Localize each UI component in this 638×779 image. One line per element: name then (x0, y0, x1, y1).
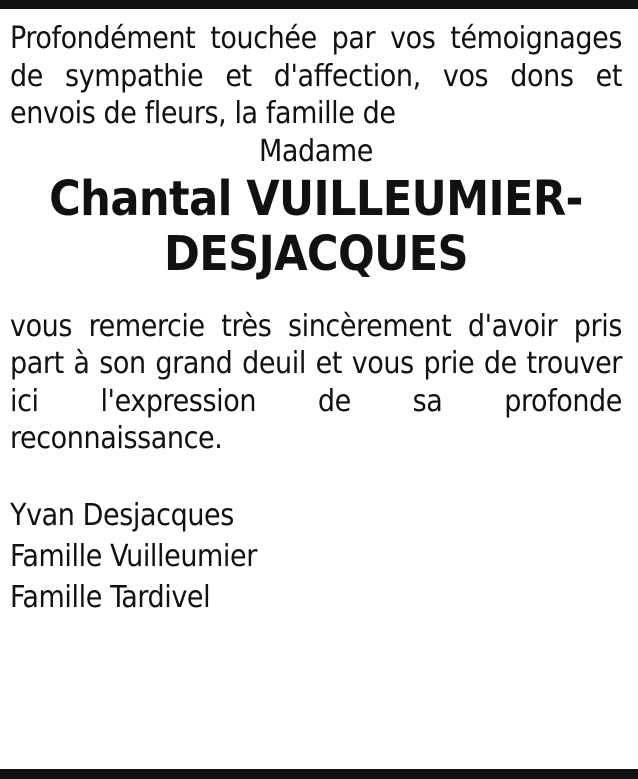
thanks-paragraph (10, 308, 622, 458)
thanks-text: vous remercie très sincèrement d'avoir pris part à son grand deuil et vous prie de trouver ici l'expression de sa profonde reconnaissance. (10, 308, 622, 456)
deceased-name-line-2: DESJACQUES (163, 225, 468, 282)
top-border-rule (0, 0, 638, 9)
intro-text: Profondément touchée par vos témoignages de sympathie et d'affection, vos dons et envois de fleurs, la famille de (10, 21, 622, 131)
honorific: Madame (258, 133, 373, 169)
intro-paragraph (10, 20, 622, 133)
signature-line: Famille Tardivel (10, 580, 211, 615)
deceased-name-line-1: Chantal VUILLEUMIER- (49, 170, 583, 227)
signature-line: Famille Vuilleumier (10, 539, 257, 574)
signatures-list (10, 495, 622, 618)
bottom-border-rule (0, 769, 638, 779)
deceased-name (10, 172, 622, 282)
obituary-thanks-notice (10, 20, 622, 618)
signature-line: Yvan Desjacques (10, 498, 234, 533)
